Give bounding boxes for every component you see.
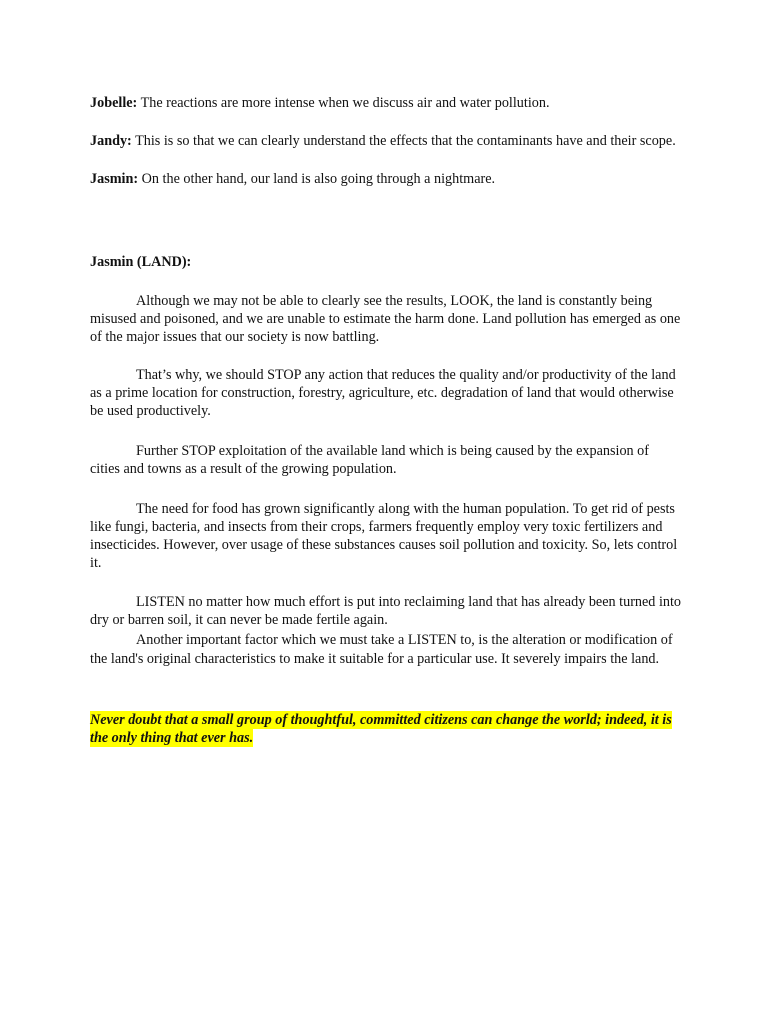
dialogue-line-jobelle: [90, 94, 682, 112]
highlighted-quote: [90, 711, 682, 747]
document-page: [90, 94, 682, 747]
paragraph: The need for food has grown significantly along with the human population. To get rid of pests like fungi, bacteria, and insects from their crops, farmers frequently employ very toxic fertilizers and insecticides. However, over usage of these substances causes soil pollution and toxicity. So, lets control it.: [90, 501, 678, 571]
speaker-name: Jandy:: [90, 133, 132, 149]
paragraph: That’s why, we should STOP any action that reduces the quality and/or productivity of the land as a prime location for construction, forestry, agriculture, etc. degradation of land that would otherwise be used productively.: [90, 367, 676, 419]
section-heading: Jasmin (LAND):: [90, 254, 192, 270]
speaker-name: Jasmin:: [90, 171, 139, 187]
dialogue-text: This is so that we can clearly understand the effects that the contaminants have and their scope.: [131, 133, 676, 149]
dialogue-line-jasmin: [90, 170, 682, 188]
speaker-name: Jobelle:: [90, 95, 138, 111]
paragraph: Further STOP exploitation of the available land which is being caused by the expansion of cities and towns as a result of the growing population.: [90, 443, 650, 477]
paragraph: Another important factor which we must take a LISTEN to, is the alteration or modification of the land's original characteristics to make it suitable for a particular use. It severely impairs the land.: [90, 632, 673, 667]
paragraph: LISTEN no matter how much effort is put into reclaiming land that has already been turned into dry or barren soil, it can never be made fertile again.: [90, 594, 682, 628]
dialogue-text: The reactions are more intense when we discuss air and water pollution.: [137, 95, 550, 111]
dialogue-line-jandy: [90, 132, 682, 150]
dialogue-text: On the other hand, our land is also going through a nightmare.: [138, 171, 496, 187]
quote-text: Never doubt that a small group of thoughtful, committed citizens can change the world; indeed, it is the only thing that ever has.: [90, 712, 672, 746]
paragraph: Although we may not be able to clearly see the results, LOOK, the land is constantly being misused and poisoned, and we are unable to estimate the harm done. Land pollution has emerged as one of the major issues that our society is now battling.: [90, 293, 681, 345]
